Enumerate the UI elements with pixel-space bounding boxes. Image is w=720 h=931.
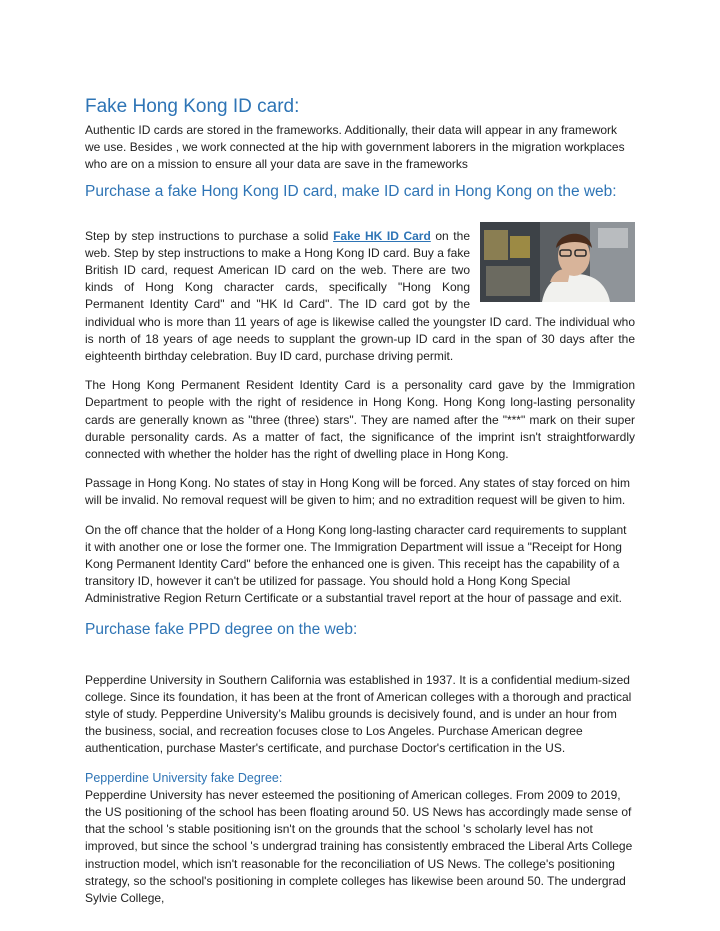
section1-paragraph-2: The Hong Kong Permanent Resident Identity Card is a personality card gave by the Immigration Department to people with the right of residence in Hong Kong. Hong Kong long-lasting personality cards are generally known as "three (three) stars". They are named after the "***" mark on their super durable personality cards. As a matter of fact, the significance of the imprint isn't straightforwardly connected with whether the holder has the right of dwelling place in Hong Kong. bbox=[85, 378, 635, 462]
document-page bbox=[85, 96, 635, 907]
section-heading-ppd-degree: Purchase fake PPD degree on the web: bbox=[85, 620, 358, 638]
para1-text-after: on the web. Step by step instructions to make a Hong Kong ID card. Buy a fake British ID card, request American ID card on the web. There are two kinds of Hong Kong character cards, specifically "Hong Kong Permanent Identity Card" and "HK Id Card". The ID card got by the individual who is more than 11 years of age is likewise called the youngster ID card. The individual who is north of 18 years of age needs to supplant the grown-up ID card in the span of 30 days after the eighteenth birthday celebration. Buy ID card, purchase driving permit. bbox=[85, 228, 635, 364]
section2-paragraph-1: Pepperdine University in Southern California was established in 1937. It is a confidential medium-sized college. Since its foundation, it has been at the front of American colleges with a thorough and practical style of study. Pepperdine University’s Malibu grounds is decisively found, and is under an hour from the business, social, and recreation focuses close to Los Angeles. Purchase American degree authentication, purchase Master's certificate, and purchase Doctor's certification in the US. bbox=[85, 672, 632, 756]
para1-text-before: Step by step instructions to purchase a solid bbox=[85, 228, 334, 243]
subheading-pepperdine: Pepperdine University fake Degree: bbox=[85, 770, 283, 785]
section-heading-hk-id: Purchase a fake Hong Kong ID card, make ID card in Hong Kong on the web: bbox=[85, 182, 617, 200]
fake-hk-id-card-link[interactable]: Fake HK ID Card bbox=[333, 228, 431, 243]
section1-paragraph-4: On the off chance that the holder of a Hong Kong long-lasting character card requirements to supplant it with another one or lose the former one. The Immigration Department will issue a "Receipt for Hong Kong Permanent Identity Card" before the enhanced one is given. This receipt has the capability of a transitory ID, however it can't be utilized for passage. You should hold a Hong Kong Special Administrative Region Return Certificate or a substantial travel report at the hour of passage and exit. bbox=[85, 522, 627, 606]
person-photo bbox=[480, 222, 635, 302]
section1-paragraph-3: Passage in Hong Kong. No states of stay in Hong Kong will be forced. Any states of stay forced on him will be invalid. No removal request will be given to him; and no extradition request will be given to him. bbox=[85, 476, 630, 508]
section2-paragraph-2: Pepperdine University has never esteemed the positioning of American colleges. From 2009 to 2019, the US positioning of the school has been floating around 50. US News has accordingly made sense of that the school 's stable positioning isn't on the grounds that the school 's scholarly level has not improved, but since the school 's undergrad training has consistently embraced the Liberal Arts College instruction model, which isn't reasonable for the reconciliation of US News. The college's positioning strategy, so the school's positioning in complete colleges has likewise been around 50. The undergrad Sylvie College, bbox=[85, 787, 633, 905]
intro-paragraph: Authentic ID cards are stored in the frameworks. Additionally, their data will appear in any framework we use. Besides , we work connected at the hip with government laborers in the migration workplaces who are on a mission to ensure all your data are save in the frameworks bbox=[85, 123, 625, 172]
page-title: Fake Hong Kong ID card: bbox=[85, 96, 300, 117]
person-photo-image bbox=[480, 222, 635, 302]
